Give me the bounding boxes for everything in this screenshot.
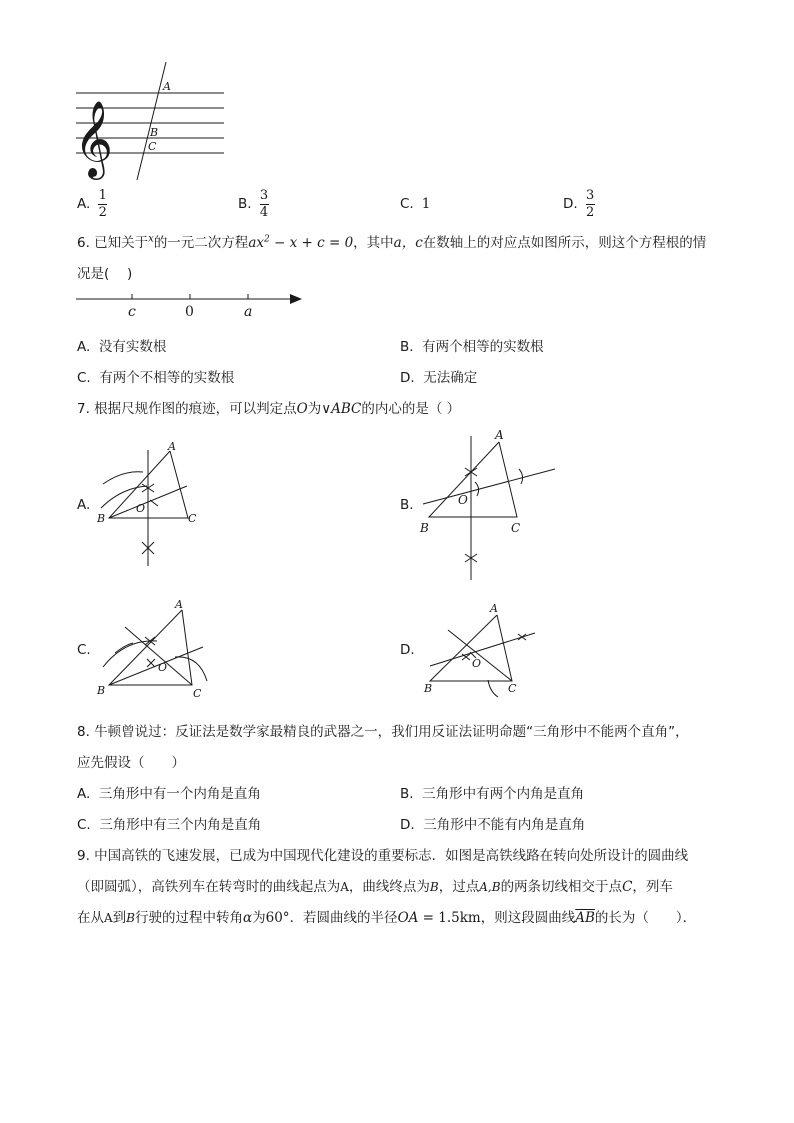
option-letter: D.	[563, 196, 578, 212]
staff-figure	[70, 55, 240, 185]
q8-option-c[interactable]: C. 三角形中有三个内角是直角	[77, 817, 262, 833]
perpendicular-bisector	[430, 633, 535, 666]
svg-text:O: O	[472, 657, 482, 670]
axis-label-c: c	[128, 304, 136, 320]
q5-option-c[interactable]	[400, 186, 430, 222]
svg-text:B: B	[420, 521, 429, 535]
q5-option-a[interactable]	[77, 186, 107, 222]
svg-text:C: C	[193, 687, 202, 700]
q5-option-b[interactable]	[238, 186, 269, 222]
fraction: $\frac{3}{4}$	[259, 187, 269, 220]
q6-option-d[interactable]: D. 无法确定	[400, 370, 478, 386]
arc-mark	[518, 634, 526, 640]
q7-stem: 7. 根据尺规作图的痕迹，可以判定点O为∨ABC的内心的是（ ）	[77, 401, 461, 417]
svg-text:A: A	[175, 598, 183, 611]
equation: $ax^2 - x + c = 0$	[248, 234, 354, 251]
treble-clef-icon: 𝄞	[74, 100, 114, 177]
svg-text:O: O	[158, 661, 168, 674]
point-label-c: C	[148, 140, 157, 153]
fraction: $\frac{1}{2}$	[98, 187, 107, 220]
svg-text:B: B	[97, 512, 106, 525]
q7-figure-a	[95, 438, 205, 568]
arc-ab: $\overline{AB}$	[575, 910, 595, 926]
q9-stem-line1: 9. 中国高铁的飞速发展，已成为中国现代化建设的重要标志．如图是高铁线路在转向处所设计的圆曲线	[77, 848, 689, 864]
angle-bisector	[109, 647, 203, 685]
q6-option-a[interactable]: A. 没有实数根	[77, 339, 167, 355]
svg-text:A: A	[490, 602, 498, 615]
svg-text:B: B	[424, 682, 433, 695]
fraction: $\frac{3}{2}$	[586, 187, 595, 220]
q6-stem-line2: 况是( )	[77, 266, 133, 282]
q7-option-d[interactable]: D.	[400, 642, 415, 658]
q5-option-d[interactable]	[563, 186, 595, 222]
arc-mark	[150, 500, 158, 506]
svg-text:A: A	[168, 440, 176, 453]
option-letter: B.	[238, 196, 252, 212]
q6-option-b[interactable]: B. 有两个相等的实数根	[400, 339, 544, 355]
construction-arc	[488, 680, 498, 697]
transversal-line	[137, 62, 166, 180]
perpendicular-bisector	[423, 469, 555, 504]
axis-arrow-icon	[290, 294, 302, 304]
svg-text:C: C	[188, 512, 197, 525]
svg-text:C: C	[511, 521, 521, 535]
q6-stem-line1: 6. 已知关于$^x$的一元二次方程$ax^2 - x + c = 0$，其中a，c在数轴上的对应点如图所示，则这个方程根的情	[77, 233, 707, 251]
construction-arc	[103, 472, 143, 484]
q8-option-d[interactable]: D. 三角形中不能有内角是直角	[400, 817, 586, 833]
q8-stem-line1: 8. 牛顿曾说过：反证法是数学家最精良的武器之一，我们用反证法证明命题“三角形中不能两个直角”，	[77, 724, 689, 740]
svg-text:O: O	[458, 493, 468, 507]
q8-option-a[interactable]: A. 三角形中有一个内角是直角	[77, 786, 261, 802]
arc-mark	[147, 659, 155, 667]
q7-figure-b	[415, 424, 560, 584]
triangle-abc	[429, 442, 517, 517]
q7-figure-c	[95, 597, 215, 702]
q8-stem-line2: 应先假设（ ）	[77, 755, 185, 771]
svg-text:C: C	[508, 682, 517, 695]
q6-option-c[interactable]: C. 有两个不相等的实数根	[77, 370, 235, 386]
option-letter: C.	[400, 196, 414, 212]
svg-text:A: A	[495, 428, 504, 442]
option-value: 1	[421, 196, 431, 212]
arc-mark	[519, 469, 523, 484]
svg-text:B: B	[97, 684, 106, 697]
q7-figure-d	[420, 600, 545, 698]
q7-option-b[interactable]: B.	[400, 497, 414, 513]
point-label-a: A	[163, 80, 171, 93]
q7-option-a[interactable]: A.	[77, 497, 91, 513]
q9-stem-line3: 在从A到B行驶的过程中转角α为60°．若圆曲线的半径OA = 1.5km，则这段圆曲线$\overline{AB}$的长为（ ）．	[77, 910, 697, 926]
option-letter: A.	[77, 196, 91, 212]
q9-stem-line2: （即圆弧），高铁列车在转弯时的曲线起点为A，曲线终点为B，过点A,B的两条切线相交于点C，列车	[77, 879, 673, 895]
axis-label-a: a	[244, 304, 253, 320]
point-label-b: B	[150, 126, 159, 139]
q7-option-c[interactable]: C.	[77, 642, 91, 658]
svg-text:O: O	[136, 502, 146, 515]
axis-label-zero: 0	[185, 304, 194, 320]
arc-mark	[475, 482, 479, 496]
number-line-figure	[70, 286, 310, 320]
q8-option-b[interactable]: B. 三角形中有两个内角是直角	[400, 786, 585, 802]
